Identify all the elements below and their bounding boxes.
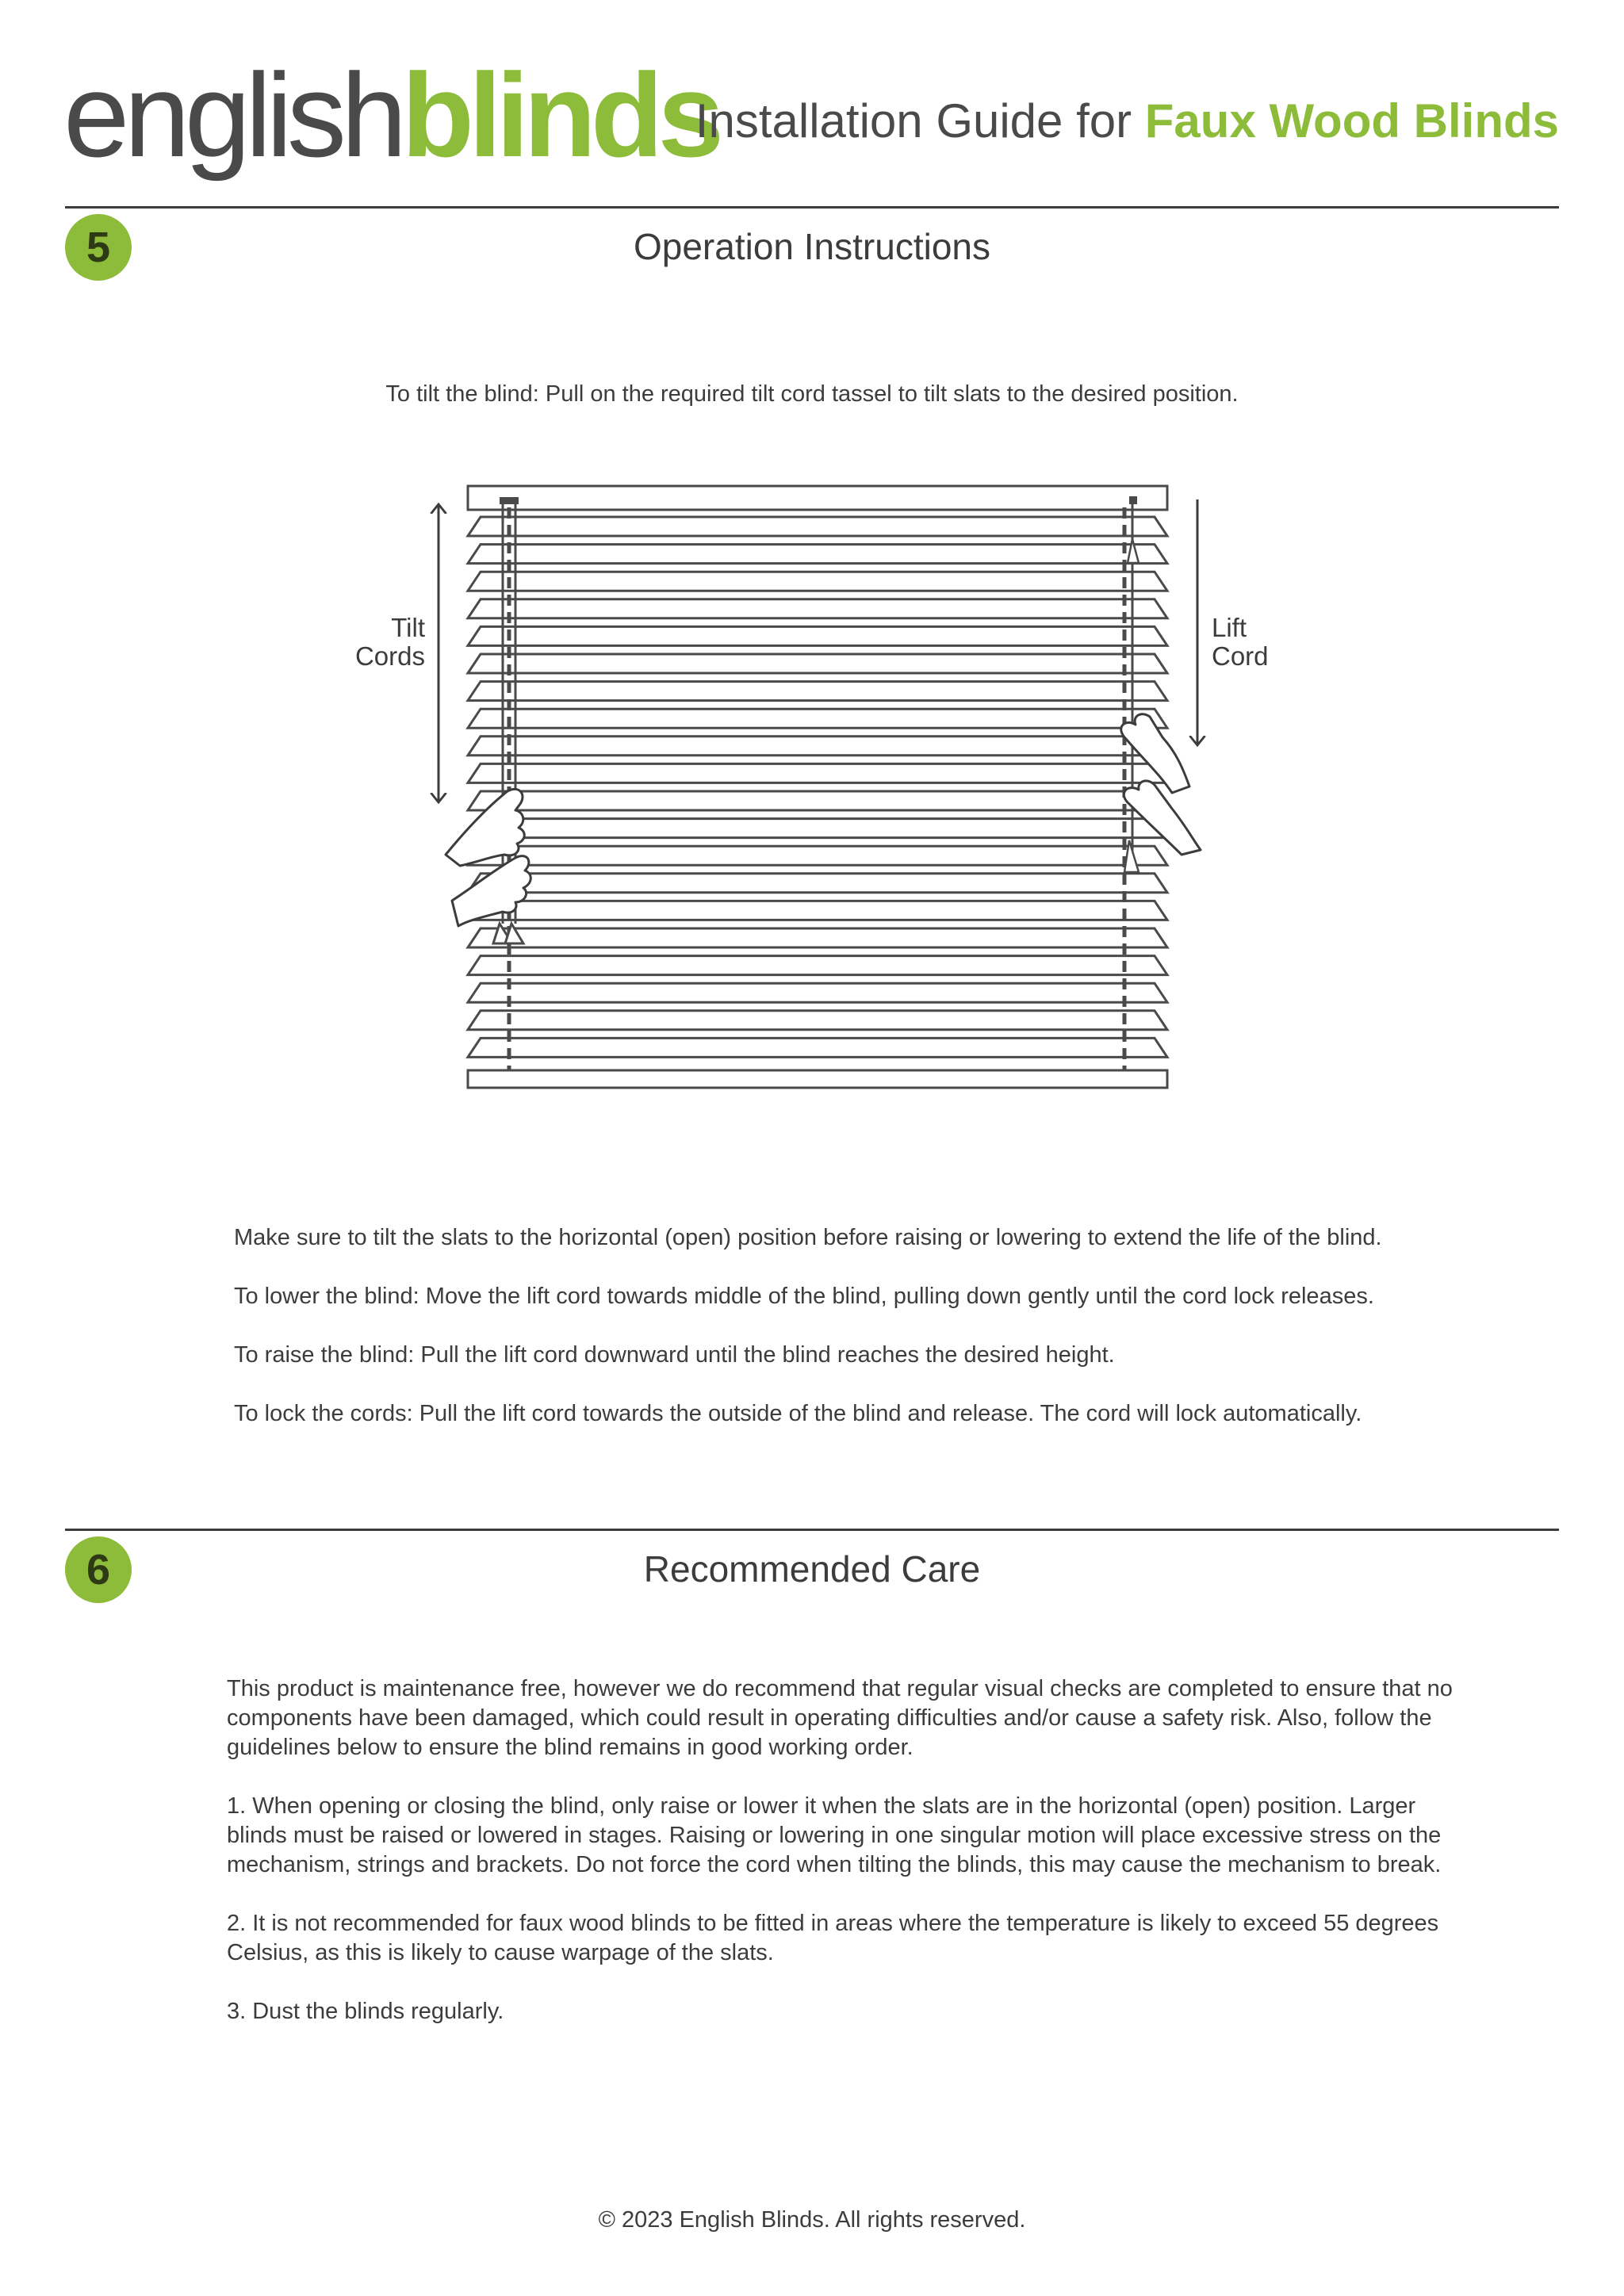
blind-slat [468,846,1167,865]
instruction-line: To lower the blind: Move the lift cord towards middle of the blind, pulling down gently until the cord lock releases. [234,1284,1374,1309]
care-text [227,1674,1464,2056]
blind-slat [468,737,1167,756]
care-item-1: 1. When opening or closing the blind, only raise or lower it when the slats are in the horizontal (open) position. Larger blinds must be raised or lowered in stages. Raising or lowering in one singular motion will place excessive stress on the mechanism, strings and brackets. Do not force the cord when tilting the blinds, this may cause the mechanism to break. [227,1793,1442,1877]
blind-slat [468,956,1167,975]
lift-cord-label: Lift Cord [1212,613,1269,671]
blind-slat [468,791,1167,810]
copyright-footer: © 2023 English Blinds. All rights reserved. [598,2207,1026,2233]
blind-slat [468,819,1167,838]
logo-english: english [63,48,402,182]
blind-slat [468,1038,1167,1057]
blind-slat [468,928,1167,947]
instruction-line: Make sure to tilt the slats to the horizontal (open) position before raising or lowering to extend the life of the blind. [234,1225,1382,1250]
section-5-title: Operation Instructions [633,226,990,267]
section-6-badge: 6 [65,1536,132,1603]
head-rail [468,486,1167,510]
instruction-line: To raise the blind: Pull the lift cord downward until the blind reaches the desired height. [234,1342,1115,1368]
blind-slat [468,626,1167,645]
blind-slats [468,517,1167,1057]
blind-slat [468,572,1167,591]
section-5-badge: 5 [65,214,132,281]
care-paragraph: This product is maintenance free, however we do recommend that regular visual checks are completed to ensure that no components have been damaged, which could result in operating difficulties and/or cause a safety risk. Also, follow the guidelines below to ensure the blind remains in good working order. [227,1676,1453,1760]
blind-slat [468,545,1167,564]
blind-slat [468,654,1167,673]
logo-blinds: blinds [401,48,718,182]
care-item-2: 2. It is not recommended for faux wood blinds to be fitted in areas where the temperature is likely to exceed 55 degrees Celsius, as this is likely to cause warpage of the slats. [227,1911,1439,1965]
blind-slat [468,709,1167,728]
blind-slat [468,874,1167,893]
blind-slat [468,763,1167,783]
section-6-title: Recommended Care [643,1548,981,1590]
document-title-product: Faux Wood Blinds [1144,94,1559,147]
blind-slat [468,682,1167,701]
blind-slat [468,983,1167,1002]
blind-slat [468,599,1167,618]
instruction-line: To lock the cords: Pull the lift cord towards the outside of the blind and release. The cord will lock automatically. [234,1401,1362,1426]
tilt-cords-label: Tilt Cords [354,613,425,671]
care-item-3: 3. Dust the blinds regularly. [227,1999,504,2024]
bottom-rail [468,1070,1167,1088]
tilt-instruction: To tilt the blind: Pull on the required tilt cord tassel to tilt slats to the desired position. [385,381,1239,407]
section-6-divider [65,1529,1559,1531]
blind-slat [468,1011,1167,1030]
blind-slat [468,517,1167,536]
blind-slat [468,901,1167,920]
document-title-prefix: Installation Guide for [695,94,1145,147]
